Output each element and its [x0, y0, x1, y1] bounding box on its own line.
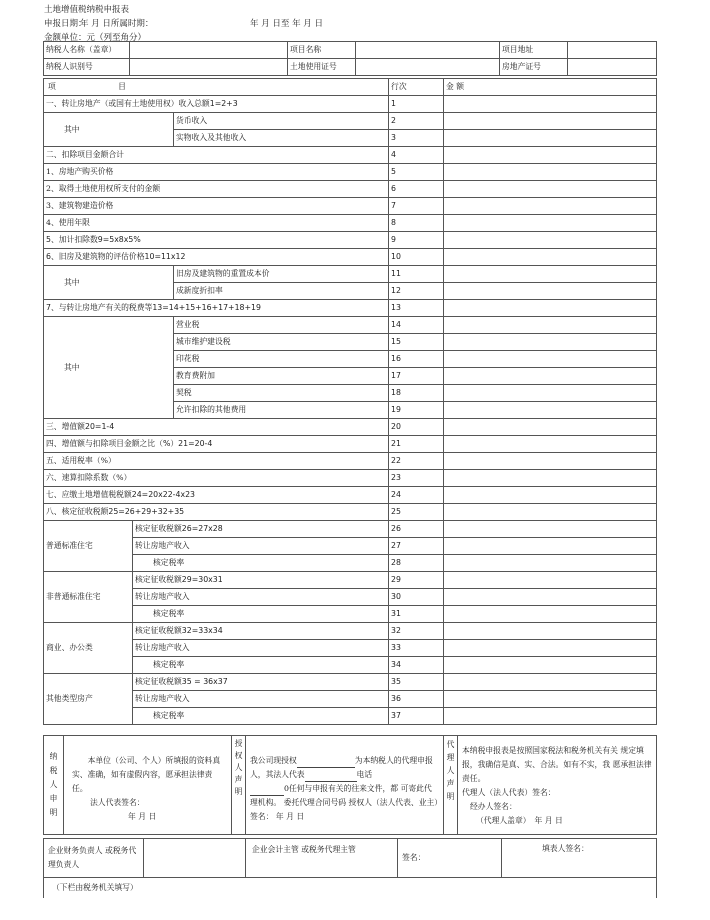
row-30-label: 转让房地产收入 [133, 589, 389, 606]
taxpayer-name-label: 纳税人名称（盖章） [44, 42, 130, 59]
amount-cell[interactable] [444, 589, 657, 606]
amount-cell[interactable] [444, 317, 657, 334]
sub-group-label: 其中 [44, 317, 174, 419]
row-37-label: 核定税率 [133, 708, 389, 725]
land-cert-label: 土地使用证号 [288, 59, 356, 76]
group-label-commercial: 商业、办公类 [44, 623, 133, 674]
row-32-label: 核定征收税额32=33x34 [133, 623, 389, 640]
taxpayer-name-field[interactable] [130, 42, 288, 59]
row-1-label: 一、转让房地产（或国有土地使用权）收入总额1=2+3 [44, 96, 389, 113]
agent-declaration-text: 本纳税申报表是按照国家税法和税务机关有关 规定填报，我确信是真、实、合法。如有不实，我 愿承担法律责任。 [462, 746, 652, 783]
amount-cell[interactable] [444, 606, 657, 623]
line-number: 26 [389, 521, 444, 538]
line-number: 18 [389, 385, 444, 402]
amount-cell[interactable] [444, 351, 657, 368]
handler-signature: 经办人签名： [470, 802, 517, 811]
line-number: 37 [389, 708, 444, 725]
line-number: 8 [389, 215, 444, 232]
line-number: 24 [389, 487, 444, 504]
line-number: 16 [389, 351, 444, 368]
row-16-label: 印花税 [174, 351, 389, 368]
auth-text-part-4: 0任何与申报有关的往来文件，都 可寄此代理机构。 委托代理合同号码 [250, 784, 432, 807]
line-number: 34 [389, 657, 444, 674]
date-label: 申报日期： [44, 19, 87, 29]
line-number: 14 [389, 317, 444, 334]
line-number: 5 [389, 164, 444, 181]
amount-cell[interactable] [444, 283, 657, 300]
form-title: 土地增值税纳税申报表 [44, 5, 130, 15]
group-label-non-ordinary-housing: 非普通标准住宅 [44, 572, 133, 623]
line-number: 2 [389, 113, 444, 130]
row-23-label: 六、速算扣除系数（%） [44, 470, 389, 487]
auth-text-part-5: 授权人（法人代表、业主）签名： [250, 798, 439, 821]
property-cert-field[interactable] [568, 59, 657, 76]
line-number: 13 [389, 300, 444, 317]
line-number: 32 [389, 623, 444, 640]
line-number: 30 [389, 589, 444, 606]
group-label-other-property: 其他类型房产 [44, 674, 133, 725]
column-amount-header: 金 额 [444, 79, 657, 96]
line-number: 12 [389, 283, 444, 300]
amount-cell[interactable] [444, 708, 657, 725]
phone-blank[interactable] [250, 787, 284, 796]
amount-cell[interactable] [444, 402, 657, 419]
line-number: 22 [389, 453, 444, 470]
row-35-label: 核定征收税额35 = 36x37 [133, 674, 389, 691]
row-10-label: 6、旧房及建筑物的评估价格10=11x12 [44, 249, 389, 266]
taxpayer-declaration-label: 纳税人申明 [44, 736, 64, 835]
amount-cell[interactable] [444, 181, 657, 198]
row-3-label: 实物收入及其他收入 [174, 130, 389, 147]
sign-label[interactable]: 签名： [398, 839, 502, 878]
line-number: 17 [389, 368, 444, 385]
amount-cell[interactable] [444, 249, 657, 266]
project-address-field[interactable] [568, 42, 657, 59]
line-number: 31 [389, 606, 444, 623]
sub-group-label: 其中 [44, 113, 174, 147]
property-cert-label: 房地产证号 [500, 59, 568, 76]
row-12-label: 成新度折扣率 [174, 283, 389, 300]
agent-seal: （代理人盖章） [476, 816, 527, 825]
line-number: 28 [389, 555, 444, 572]
amount-cell[interactable] [444, 453, 657, 470]
row-19-label: 允许扣除的其他费用 [174, 402, 389, 419]
amount-cell[interactable] [444, 521, 657, 538]
agent-name-blank[interactable] [297, 759, 355, 768]
agent-seal-line [462, 814, 652, 828]
accounting-head-label: 企业会计主管 或税务代理主管 [246, 839, 398, 878]
amount-cell[interactable] [444, 96, 657, 113]
row-27-label: 转让房地产收入 [133, 538, 389, 555]
line-number: 19 [389, 402, 444, 419]
date-value: 年 月 日所属时期： [80, 19, 154, 29]
agent-rep-signature: 代理人（法人代表）签名： [462, 788, 556, 797]
period-value: 年 月 日至 年 月 日 [250, 19, 324, 29]
row-13-label: 7、与转让房地产有关的税费等13=14+15+16+17+18+19 [44, 300, 389, 317]
row-4-label: 二、扣除项目金额合计 [44, 147, 389, 164]
line-number: 23 [389, 470, 444, 487]
legal-rep-blank[interactable] [305, 773, 357, 782]
amount-cell[interactable] [444, 130, 657, 147]
tax-office-note: （下栏由税务机关填写） [44, 878, 657, 898]
row-29-label: 核定征收税额29=30x31 [133, 572, 389, 589]
line-number: 10 [389, 249, 444, 266]
taxpayer-declaration-date: 年 月 日 [128, 812, 157, 821]
project-address-label: 项目地址 [500, 42, 568, 59]
amount-cell[interactable] [444, 215, 657, 232]
line-number: 6 [389, 181, 444, 198]
authorization-text [250, 754, 439, 824]
amount-cell[interactable] [444, 147, 657, 164]
tax-items-grid [43, 78, 657, 725]
row-33-label: 转让房地产收入 [133, 640, 389, 657]
row-34-label: 核定税率 [133, 657, 389, 674]
row-36-label: 转让房地产收入 [133, 691, 389, 708]
line-number: 29 [389, 572, 444, 589]
unit-label: 金额单位：元（列至角分） [44, 33, 147, 43]
project-name-label: 项目名称 [288, 42, 356, 59]
row-25-label: 八、核定征收税额25=26+29+32+35 [44, 504, 389, 521]
line-number: 36 [389, 691, 444, 708]
row-22-label: 五、适用税率（%） [44, 453, 389, 470]
amount-cell[interactable] [444, 504, 657, 521]
signature-table [43, 838, 657, 898]
amount-cell[interactable] [444, 419, 657, 436]
line-number: 3 [389, 130, 444, 147]
line-number: 33 [389, 640, 444, 657]
agent-declaration-cell[interactable] [458, 736, 657, 835]
amount-cell[interactable] [444, 385, 657, 402]
amount-cell[interactable] [444, 368, 657, 385]
agent-declaration-date: 年 月 日 [534, 816, 563, 825]
land-cert-field[interactable] [356, 59, 500, 76]
amount-cell[interactable] [444, 470, 657, 487]
row-6-label: 2、取得土地使用权所支付的金额 [44, 181, 389, 198]
row-28-label: 核定税率 [133, 555, 389, 572]
row-9-label: 5、加计扣除数9=5x8x5% [44, 232, 389, 249]
amount-cell[interactable] [444, 334, 657, 351]
taxpayer-id-field[interactable] [130, 59, 288, 76]
amount-cell[interactable] [444, 691, 657, 708]
row-2-label: 货币收入 [174, 113, 389, 130]
row-7-label: 3、建筑物建造价格 [44, 198, 389, 215]
auth-text-part-1: 我公司现授权 [250, 756, 297, 765]
amount-cell[interactable] [444, 555, 657, 572]
authorization-cell[interactable] [246, 736, 444, 835]
line-number: 7 [389, 198, 444, 215]
agent-declaration-label: 代理人声明 [444, 736, 458, 835]
project-name-field[interactable] [356, 42, 500, 59]
auth-text-part-2: 为本纳税人的代理申报人，其法人代表 [250, 756, 433, 779]
amount-cell[interactable] [444, 657, 657, 674]
column-line-header: 行次 [389, 79, 444, 96]
row-17-label: 教育费附加 [174, 368, 389, 385]
line-number: 21 [389, 436, 444, 453]
authorization-date: 年 月 日 [275, 812, 305, 821]
amount-cell[interactable] [444, 487, 657, 504]
column-item-header: 项 目 [44, 79, 389, 96]
finance-head-field[interactable] [144, 839, 246, 878]
group-label-ordinary-housing: 普通标准住宅 [44, 521, 133, 572]
taxpayer-info-table [43, 41, 657, 76]
row-15-label: 城市维护建设税 [174, 334, 389, 351]
line-number: 11 [389, 266, 444, 283]
amount-cell[interactable] [444, 164, 657, 181]
line-number: 4 [389, 147, 444, 164]
amount-cell[interactable] [444, 623, 657, 640]
amount-cell[interactable] [444, 198, 657, 215]
line-number: 25 [389, 504, 444, 521]
authorization-label: 授权人声明 [232, 736, 246, 835]
amount-cell[interactable] [444, 113, 657, 130]
taxpayer-declaration-cell[interactable] [64, 736, 232, 835]
line-number: 9 [389, 232, 444, 249]
legal-rep-signature: 法人代表签名： [90, 798, 145, 807]
row-20-label: 三、增值额20=1-4 [44, 419, 389, 436]
amount-cell[interactable] [444, 232, 657, 249]
row-8-label: 4、使用年限 [44, 215, 389, 232]
row-5-label: 1、房地产购买价格 [44, 164, 389, 181]
amount-cell[interactable] [444, 572, 657, 589]
row-11-label: 旧房及建筑物的重置成本价 [174, 266, 389, 283]
amount-cell[interactable] [444, 266, 657, 283]
taxpayer-declaration-text: 本单位（公司、个人）所填报的资料真实、准确，如有虚假内容，愿承担法律责任。 [72, 756, 221, 793]
amount-cell[interactable] [444, 300, 657, 317]
amount-cell[interactable] [444, 436, 657, 453]
row-14-label: 营业税 [174, 317, 389, 334]
declaration-table [43, 735, 657, 835]
row-24-label: 七、应缴土地增值税税额24=20x22-4x23 [44, 487, 389, 504]
amount-cell[interactable] [444, 640, 657, 657]
line-number: 1 [389, 96, 444, 113]
auth-text-part-3: 电话 [356, 770, 373, 779]
line-number: 20 [389, 419, 444, 436]
line-number: 35 [389, 674, 444, 691]
row-26-label: 核定征收税额26=27x28 [133, 521, 389, 538]
line-number: 15 [389, 334, 444, 351]
amount-cell[interactable] [444, 538, 657, 555]
line-number: 27 [389, 538, 444, 555]
amount-cell[interactable] [444, 674, 657, 691]
filler-signature[interactable]: 填表人签名： [502, 839, 657, 878]
sub-group-label: 其中 [44, 266, 174, 300]
taxpayer-id-label: 纳税人识别号 [44, 59, 130, 76]
row-31-label: 核定税率 [133, 606, 389, 623]
finance-head-label: 企业财务负责人 或税务代理负责人 [44, 839, 144, 878]
row-18-label: 契税 [174, 385, 389, 402]
row-21-label: 四、增值额与扣除项目金额之比（%）21=20-4 [44, 436, 389, 453]
